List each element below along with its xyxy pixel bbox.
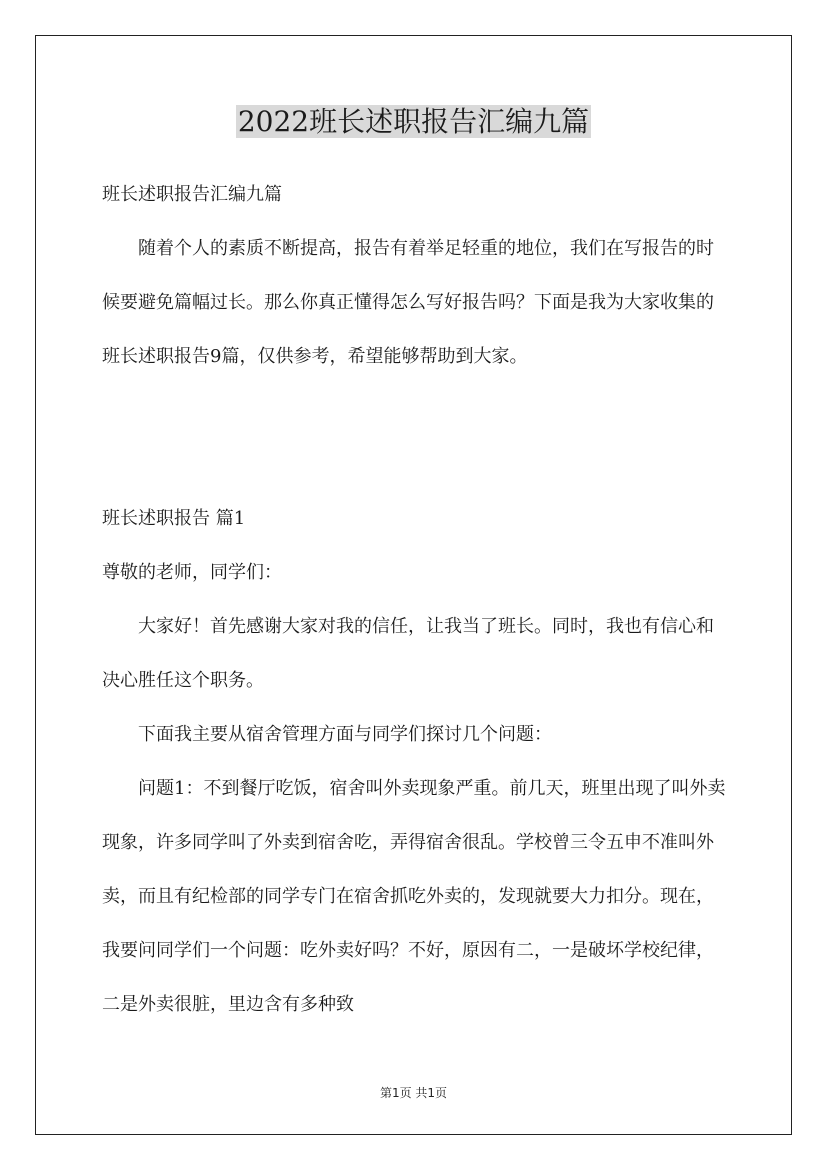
- body-paragraph: 问题1：不到餐厅吃饭，宿舍叫外卖现象严重。前几天，班里出现了叫外卖现象，许多同学叫了外卖到宿舍吃，弄得宿舍很乱。学校曾三令五申不准叫外卖，而且有纪检部的同学专门在宿舍抓吃外卖的，发现就要大力扣分。现在，我要问同学们一个问题：吃外卖好吗？不好，原因有二，一是破坏学校纪律，二是外卖很脏，里边含有多种致: [102, 778, 726, 1015]
- intro-section: [102, 222, 728, 384]
- subtitle-text: 班长述职报告汇编九篇: [102, 184, 282, 205]
- body-paragraph: 大家好！首先感谢大家对我的信任，让我当了班长。同时，我也有信心和决心胜任这个职务。: [102, 616, 714, 691]
- page-footer: [0, 1084, 827, 1101]
- page-number-text: 第1页 共1页: [379, 1086, 448, 1100]
- document-subtitle: [102, 168, 728, 222]
- section-1: [102, 492, 728, 1032]
- body-paragraph: 下面我主要从宿舍管理方面与同学们探讨几个问题：: [138, 724, 552, 745]
- greeting-line: 尊敬的老师，同学们：: [102, 562, 282, 583]
- intro-paragraph: 随着个人的素质不断提高，报告有着举足轻重的地位，我们在写报告的时候要避免篇幅过长。那么你真正懂得怎么写好报告吗？下面是我为大家收集的班长述职报告9篇，仅供参考，希望能够帮助到大家。: [102, 238, 714, 367]
- document-title-text: 2022班长述职报告汇编九篇: [237, 105, 590, 138]
- section-heading: 班长述职报告 篇1: [102, 508, 246, 529]
- document-title: [0, 100, 827, 144]
